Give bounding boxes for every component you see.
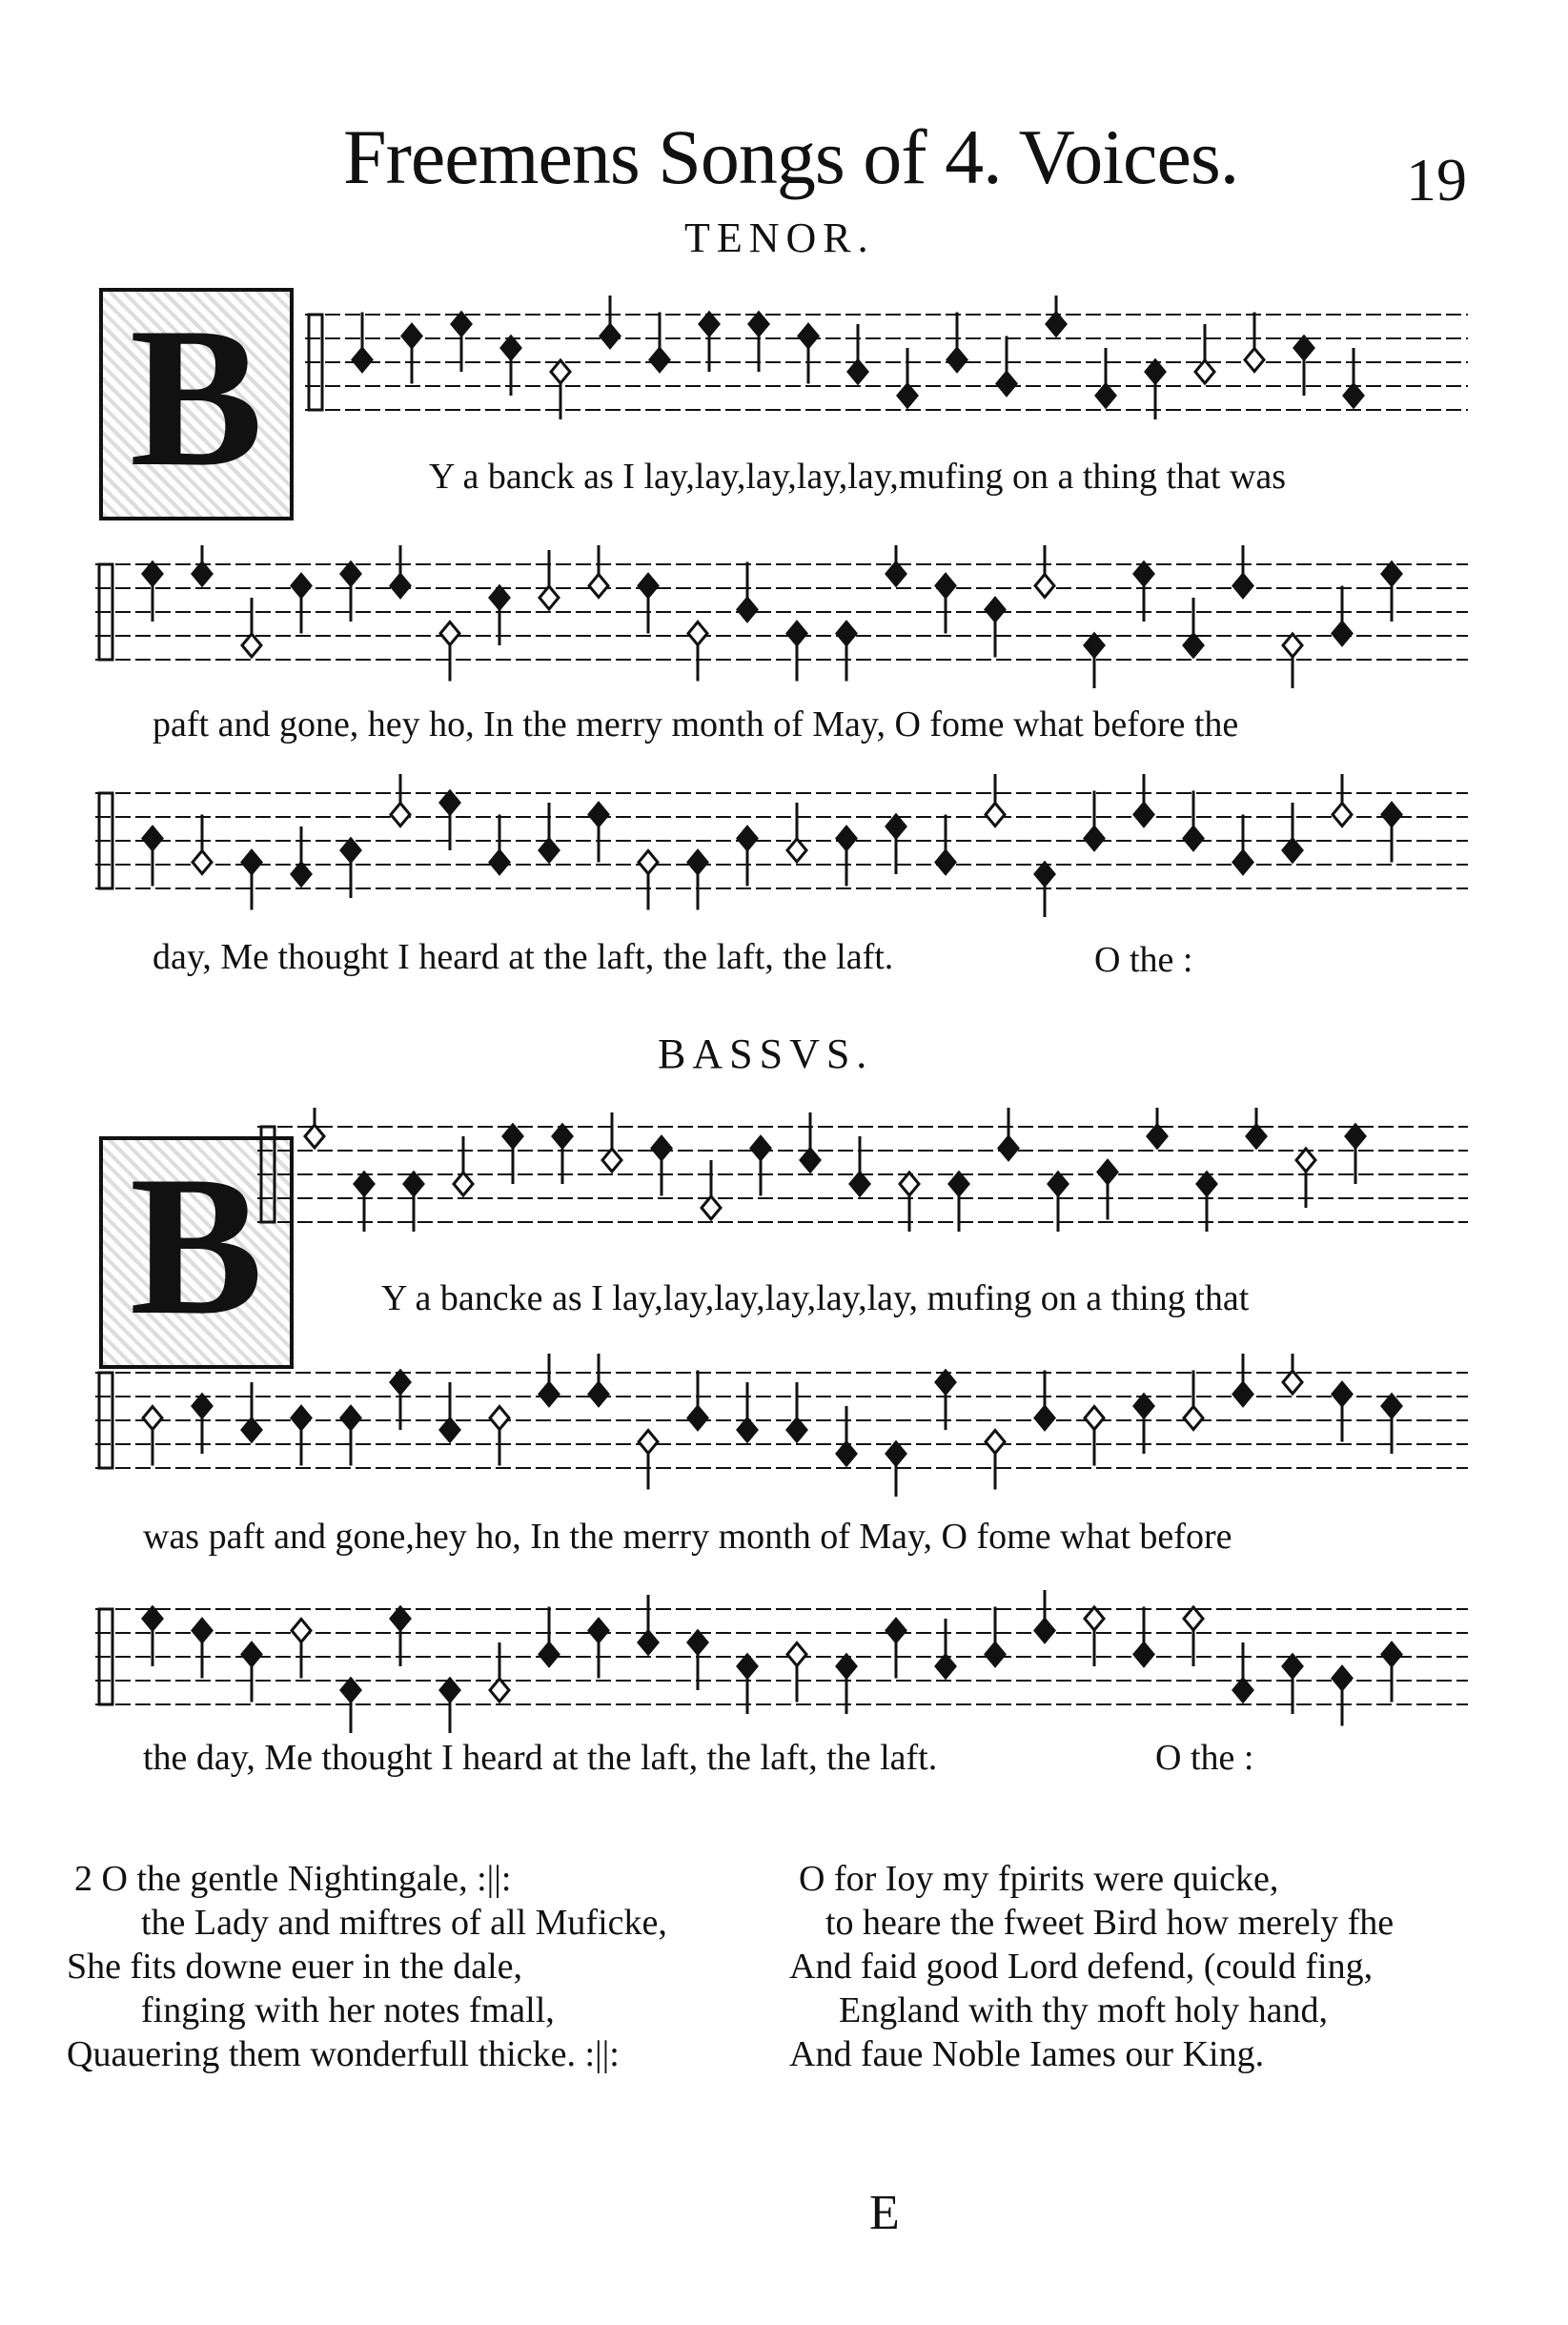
note-head (1047, 313, 1066, 336)
note-head (1344, 384, 1363, 407)
note-head (801, 1149, 820, 1172)
verse-left-line-5: Quauering them wonderfull thicke. :||: (67, 2034, 620, 2074)
note-head (1195, 360, 1214, 383)
note-head (242, 1643, 261, 1666)
note-head (589, 575, 608, 598)
note-head (886, 815, 906, 838)
note-head (886, 562, 906, 585)
note-head (391, 1607, 410, 1630)
tenor-initial-b-ornament (99, 288, 294, 520)
note-head (402, 325, 421, 348)
note-head (700, 313, 719, 336)
note-head (848, 360, 867, 383)
note-head (1233, 1679, 1252, 1702)
note-head (1333, 804, 1352, 826)
note-head (749, 313, 768, 336)
note-head (143, 562, 162, 585)
note-head (837, 1655, 856, 1678)
note-head (1247, 1125, 1266, 1148)
note-head (440, 1679, 459, 1702)
note-head (341, 1407, 360, 1430)
note-head (193, 1395, 212, 1417)
note-head (540, 839, 559, 862)
note-head (1049, 1173, 1068, 1195)
note-head (341, 839, 360, 862)
note-head (305, 1125, 324, 1148)
note-head (1296, 1149, 1315, 1172)
note-head (454, 1173, 473, 1195)
note-head (589, 1383, 608, 1406)
note-head (1184, 827, 1203, 850)
bassus-staff-1 (257, 1108, 1468, 1251)
note-head (1382, 1643, 1401, 1666)
tenor-staff-3 (95, 774, 1468, 917)
note-head (1035, 1407, 1054, 1430)
note-head (540, 586, 559, 609)
note-head (1382, 562, 1401, 585)
note-head (738, 1655, 757, 1678)
note-head (490, 1407, 509, 1430)
verse-right-line-1: O for Ioy my fpirits were quicke, (799, 1859, 1279, 1899)
bassus-staff-3 (95, 1590, 1468, 1733)
note-head (540, 1383, 559, 1406)
bassus-staff-2-svg (95, 1354, 1468, 1497)
note-head (1085, 827, 1104, 850)
note-head (601, 325, 620, 348)
note-head (1333, 1383, 1352, 1406)
note-head (404, 1173, 423, 1195)
tenor-staff-3-svg (95, 774, 1468, 917)
verse-left-line-2: the Lady and miftres of all Muficke, (141, 1903, 667, 1943)
note-head (242, 851, 261, 874)
signature-mark: E (869, 2186, 900, 2240)
note-head (1096, 384, 1115, 407)
note-head (1134, 1643, 1153, 1666)
bassus-lyric-line-3: the day, Me thought I heard at the laft, the laft, the laft. (143, 1738, 938, 1778)
note-head (850, 1173, 869, 1195)
note-head (702, 1196, 721, 1219)
note-head (452, 313, 471, 336)
note-head (391, 1371, 410, 1394)
note-head (999, 1137, 1018, 1160)
note-head (688, 622, 707, 645)
verse-right-line-5: And faue Noble Iames our King. (789, 2034, 1265, 2074)
note-head (1035, 1620, 1054, 1642)
note-head (787, 622, 806, 645)
note-head (1333, 1667, 1352, 1690)
note-head (490, 1679, 509, 1702)
note-head (688, 1631, 707, 1654)
tenor-lyric-repeat-cue: O the : (1094, 940, 1193, 980)
tenor-lyric-line-3: day, Me thought I heard at the laft, the laft, the laft. (153, 937, 894, 977)
tenor-staff-2-svg (95, 545, 1468, 688)
note-head (1346, 1125, 1365, 1148)
note-head (1098, 1161, 1117, 1184)
note-head (639, 851, 658, 874)
note-head (986, 1431, 1005, 1454)
note-head (936, 1655, 955, 1678)
note-head (936, 851, 955, 874)
note-head (1085, 634, 1104, 657)
bassus-lyric-line-1: Y a bancke as I lay,lay,lay,lay,lay,lay, mufing on a thing that (381, 1278, 1250, 1318)
tenor-part-label: TENOR. (684, 214, 875, 261)
note-head (1382, 804, 1401, 826)
note-head (242, 634, 261, 657)
note-head (751, 1137, 770, 1160)
note-head (1382, 1395, 1401, 1417)
note-head (997, 373, 1016, 396)
note-head (193, 562, 212, 585)
note-head (738, 599, 757, 622)
note-head (143, 1607, 162, 1630)
note-head (193, 1620, 212, 1642)
bassus-part-label: BASSVS. (658, 1030, 874, 1077)
note-head (1134, 1395, 1153, 1417)
note-head (503, 1125, 522, 1148)
note-head (639, 1631, 658, 1654)
note-head (787, 839, 806, 862)
tenor-staff-1 (305, 296, 1468, 438)
note-head (1233, 575, 1252, 598)
note-head (900, 1173, 919, 1195)
verse-right-line-4: England with thy moft holy hand, (839, 1990, 1328, 2030)
note-head (1085, 1407, 1104, 1430)
note-head (886, 1442, 906, 1465)
bassus-initial-letter: B (129, 1135, 264, 1356)
note-head (639, 1431, 658, 1454)
note-head (143, 827, 162, 850)
note-head (143, 1407, 162, 1430)
tenor-lyric-line-1: Y a banck as I lay,lay,lay,lay,lay,mufing on a thing that was (429, 457, 1287, 497)
note-head (898, 384, 917, 407)
note-head (639, 575, 658, 598)
note-head (650, 349, 669, 372)
note-head (1294, 337, 1313, 359)
note-head (1184, 1607, 1203, 1630)
note-head (353, 349, 372, 372)
bassus-lyric-line-2: was paft and gone,hey ho, In the merry month of May, O fome what before (143, 1517, 1232, 1557)
note-head (490, 851, 509, 874)
note-head (652, 1137, 671, 1160)
note-head (738, 827, 757, 850)
note-head (341, 1679, 360, 1702)
note-head (886, 1620, 906, 1642)
note-head (986, 599, 1005, 622)
tenor-initial-letter: B (129, 287, 264, 508)
verse-left-line-3: She fits downe euer in the dale, (67, 1947, 523, 1987)
page-number: 19 (1406, 146, 1467, 214)
note-head (292, 1407, 311, 1430)
note-head (936, 575, 955, 598)
note-head (440, 1418, 459, 1441)
bassus-lyric-repeat-cue: O the : (1155, 1738, 1254, 1778)
verse-left-line-4: finging with her notes fmall, (141, 1990, 555, 2030)
bassus-staff-1-svg (257, 1108, 1468, 1251)
note-head (688, 1407, 707, 1430)
note-head (540, 1643, 559, 1666)
note-head (1134, 562, 1153, 585)
note-head (292, 863, 311, 886)
note-head (1283, 1371, 1302, 1394)
note-head (242, 1418, 261, 1441)
note-head (589, 804, 608, 826)
bassus-staff-2 (95, 1354, 1468, 1497)
note-head (193, 851, 212, 874)
note-head (1035, 575, 1054, 598)
note-head (292, 575, 311, 598)
note-head (292, 1620, 311, 1642)
note-head (1134, 804, 1153, 826)
note-head (688, 851, 707, 874)
note-head (501, 337, 520, 359)
note-head (787, 1643, 806, 1666)
note-head (1233, 1383, 1252, 1406)
note-head (553, 1125, 572, 1148)
verse-left-line-1: 2 O the gentle Nightingale, :||: (74, 1859, 512, 1899)
note-head (799, 325, 818, 348)
tenor-staff-2 (95, 545, 1468, 688)
note-head (490, 586, 509, 609)
note-head (1245, 349, 1264, 372)
note-head (355, 1173, 374, 1195)
note-head (551, 360, 570, 383)
note-head (787, 1418, 806, 1441)
note-head (1184, 1407, 1203, 1430)
verse-right-line-2: to heare the fweet Bird how merely fhe (825, 1903, 1395, 1943)
note-head (602, 1149, 621, 1172)
note-head (391, 575, 410, 598)
tenor-lyric-line-2: paft and gone, hey ho, In the merry month of May, O fome what before the (153, 704, 1239, 744)
note-head (1148, 1125, 1167, 1148)
note-head (440, 622, 459, 645)
note-head (1333, 622, 1352, 645)
note-head (341, 562, 360, 585)
note-head (986, 1643, 1005, 1666)
tenor-staff-1-svg (305, 296, 1468, 438)
note-head (1283, 839, 1302, 862)
note-head (1283, 1655, 1302, 1678)
note-head (837, 622, 856, 645)
note-head (738, 1418, 757, 1441)
note-head (986, 804, 1005, 826)
note-head (1184, 634, 1203, 657)
bassus-staff-3-svg (95, 1590, 1468, 1733)
note-head (949, 1173, 968, 1195)
note-head (837, 1442, 856, 1465)
note-head (1146, 360, 1165, 383)
note-head (837, 827, 856, 850)
note-head (440, 791, 459, 814)
note-head (936, 1371, 955, 1394)
note-head (1197, 1173, 1216, 1195)
note-head (1035, 863, 1054, 886)
note-head (1233, 851, 1252, 874)
verse-right-line-3: And faid good Lord defend, (could fing, (789, 1947, 1374, 1987)
note-head (1283, 634, 1302, 657)
note-head (391, 804, 410, 826)
note-head (947, 349, 967, 372)
note-head (589, 1620, 608, 1642)
note-head (1085, 1607, 1104, 1630)
page-title: Freemens Songs of 4. Voices. (343, 113, 1239, 200)
